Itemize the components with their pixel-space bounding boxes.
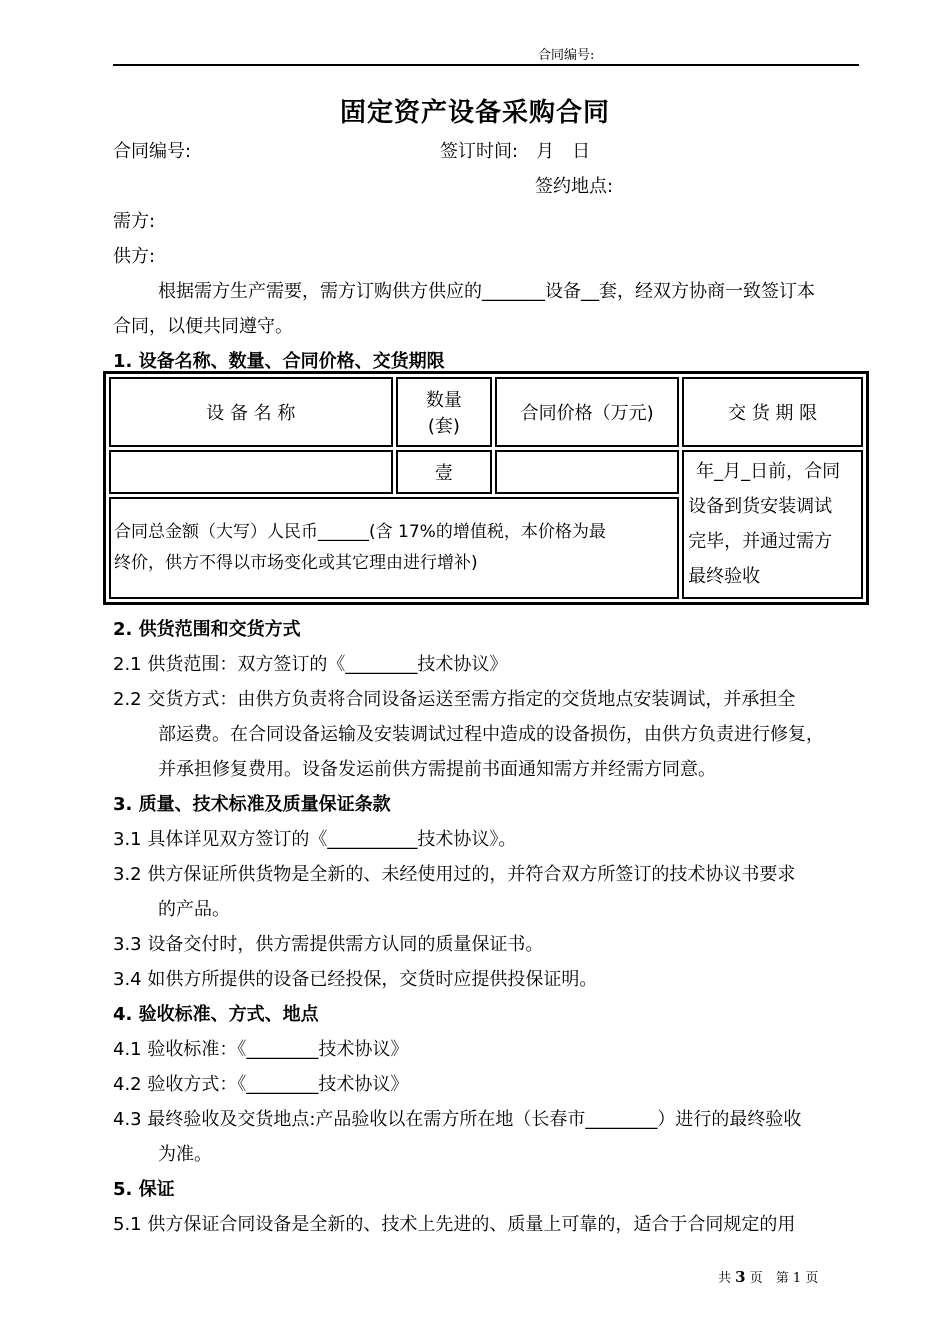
delivery-line-4: 最终验收 <box>688 566 761 587</box>
footer-mid: 页 第 <box>749 1271 789 1286</box>
document-title: 固定资产设备采购合同 <box>339 98 610 128</box>
cell-total-amount <box>109 497 679 599</box>
total-line-2: 终价，供方不得以市场变化或其它理由进行增补) <box>114 553 478 573</box>
page-header <box>113 44 859 66</box>
section-2-heading: 2. 供货范围和交货方式 <box>113 619 301 640</box>
item-3-1: 3.1 具体详见双方签订的《__________技术协议》。 <box>113 829 517 850</box>
cell-price <box>495 450 679 494</box>
cell-equipment-name <box>109 450 393 494</box>
item-4-1: 4.1 验收标准：《________技术协议》 <box>113 1039 409 1060</box>
contract-no-label: 合同编号: <box>113 141 192 162</box>
delivery-line-3: 完毕，并通过需方 <box>688 531 833 552</box>
section-5-heading: 5. 保证 <box>113 1179 175 1200</box>
delivery-line-1: 年_月_日前，合同 <box>696 461 841 482</box>
section-4-heading: 4. 验收标准、方式、地点 <box>113 1004 319 1025</box>
item-2-2-line-2: 部运费。在合同设备运输及安装调试过程中造成的设备损伤，由供方负责进行修复， <box>158 724 824 745</box>
header-delivery: 交 货 期 限 <box>682 377 863 447</box>
item-4-2: 4.2 验收方式：《________技术协议》 <box>113 1074 409 1095</box>
item-2-1: 2.1 供货范围：双方签订的《________技术协议》 <box>113 654 508 675</box>
footer-current-page: 1 <box>792 1271 802 1286</box>
section-3-heading: 3. 质量、技术标准及质量保证条款 <box>113 794 391 815</box>
supplier-label: 供方: <box>113 246 156 267</box>
intro-line-2: 合同，以便共同遵守。 <box>113 316 293 337</box>
sign-place-label: 签约地点: <box>535 176 614 197</box>
cell-quantity: 壹 <box>396 450 493 494</box>
sign-time-label: 签订时间: 月 日 <box>440 141 591 162</box>
equipment-table <box>103 371 869 605</box>
item-3-2-line-1: 3.2 供方保证所供货物是全新的、未经使用过的，并符合双方所签订的技术协议书要求 <box>113 864 796 885</box>
header-quantity <box>396 377 493 447</box>
item-2-2-line-3: 并承担修复费用。设备发运前供方需提前书面通知需方并经需方同意。 <box>158 759 716 780</box>
intro-line-1: 根据需方生产需要，需方订购供方供应的_______设备__套，经双方协商一致签订本 <box>158 281 815 302</box>
header-quantity-unit: (套) <box>427 416 460 437</box>
item-3-4: 3.4 如供方所提供的设备已经投保，交货时应提供投保证明。 <box>113 969 598 990</box>
header-equipment-name: 设 备 名 称 <box>109 377 393 447</box>
item-2-2-line-1: 2.2 交货方式：由供方负责将合同设备运送至需方指定的交货地点安装调试，并承担全 <box>113 689 796 710</box>
header-price: 合同价格（万元) <box>495 377 679 447</box>
cell-delivery-term <box>682 450 863 599</box>
footer-prefix: 共 <box>718 1271 732 1286</box>
page-footer <box>718 1267 818 1286</box>
item-3-2-line-2: 的产品。 <box>158 899 230 920</box>
footer-total-pages: 3 <box>735 1268 746 1286</box>
total-line-1: 合同总金额（大写）人民币______(含 17%的增值税，本价格为最 <box>114 522 606 542</box>
delivery-line-2: 设备到货安装调试 <box>688 496 833 517</box>
footer-suffix: 页 <box>805 1271 819 1286</box>
buyer-label: 需方: <box>113 211 156 232</box>
item-4-3-line-2: 为准。 <box>158 1144 212 1165</box>
header-contract-no: 合同编号: <box>538 48 595 63</box>
item-5-1: 5.1 供方保证合同设备是全新的、技术上先进的、质量上可靠的，适合于合同规定的用 <box>113 1214 796 1235</box>
section-1-heading: 1. 设备名称、数量、合同价格、交货期限 <box>113 351 445 372</box>
item-3-3: 3.3 设备交付时，供方需提供需方认同的质量保证书。 <box>113 934 544 955</box>
item-4-3-line-1: 4.3 最终验收及交货地点:产品验收以在需方所在地（长春市________）进行的最终验收 <box>113 1109 802 1130</box>
header-quantity-label: 数量 <box>425 390 462 411</box>
